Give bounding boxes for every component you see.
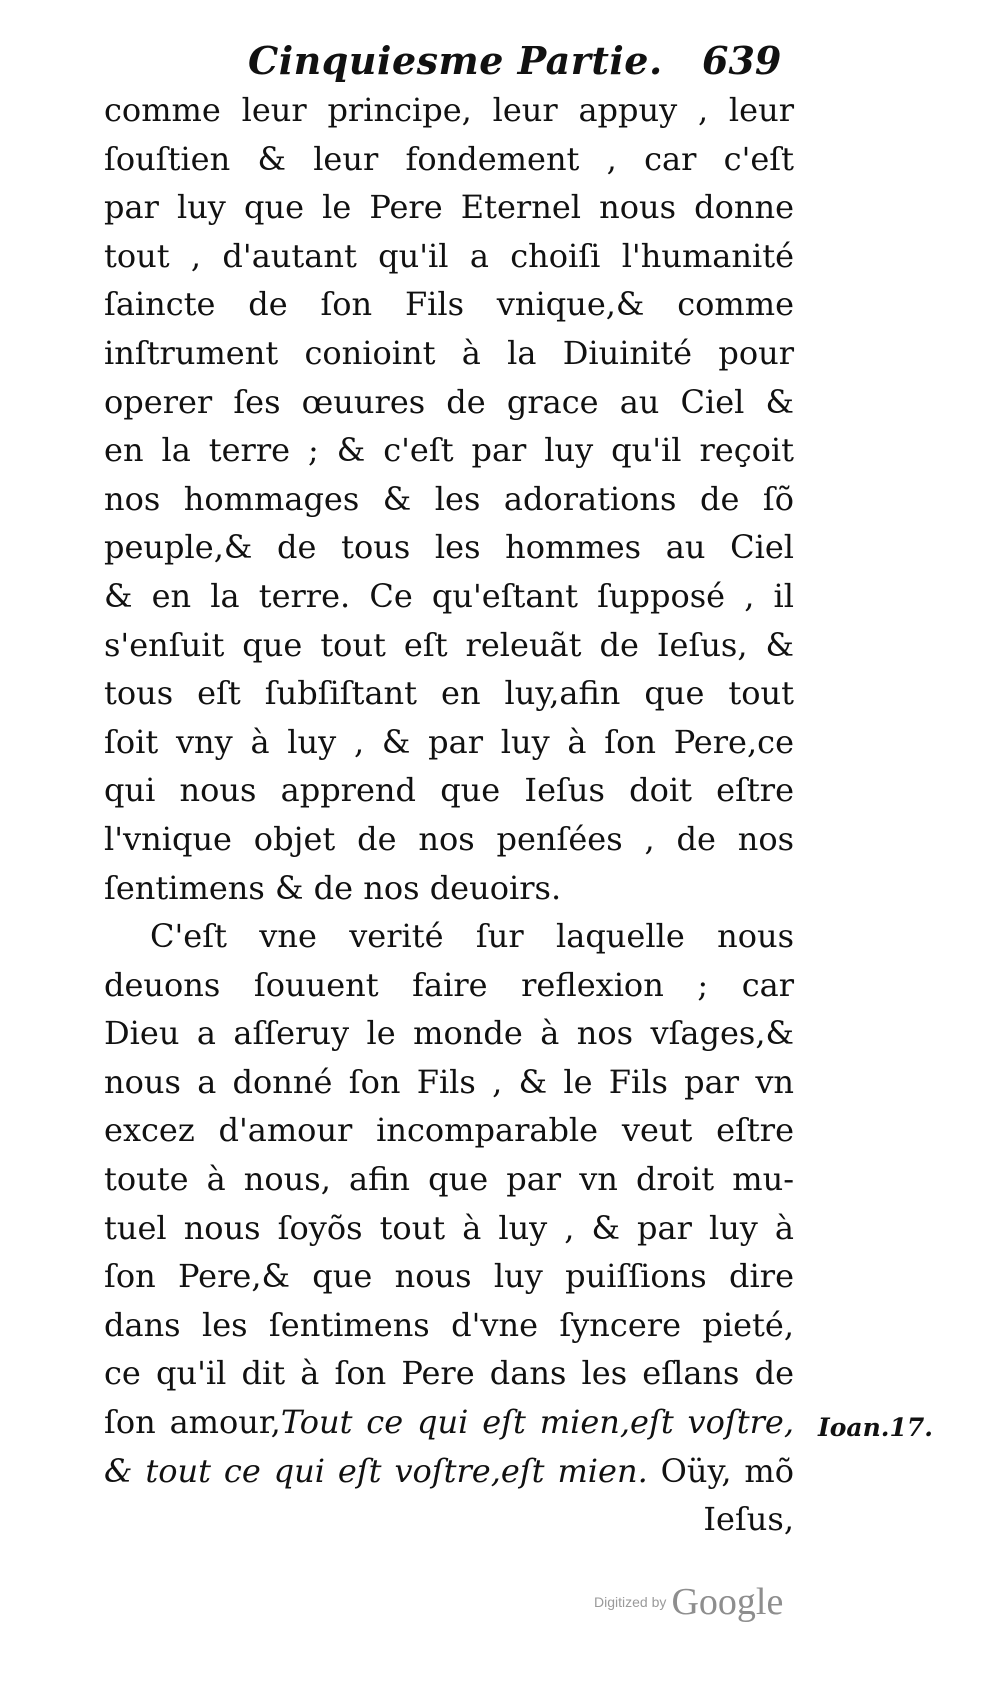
scripture-quote: & tout ce qui eſt voſtre,eſt mien. xyxy=(104,1451,648,1490)
text-line: tous eſt ſubſiſtant en luy,afin que tout xyxy=(104,674,794,713)
text-line: comme leur principe, leur appuy , leur xyxy=(104,91,794,129)
running-title: Cinquiesme Partie. xyxy=(248,38,663,83)
catchword: Ieſus, xyxy=(703,1500,794,1539)
text-line: ſouſtien & leur fondement , car c'eſt xyxy=(104,139,794,178)
text-line: qui nous apprend que Ieſus doit eſtre xyxy=(104,771,794,810)
text-line: ſaincte de ſon Fils vnique,& comme xyxy=(104,285,794,324)
text-line: toute à nous, afin que par vn droit mu- xyxy=(104,1160,794,1199)
scripture-quote: Tout ce qui eſt mien,eſt voſtre, xyxy=(280,1403,795,1442)
watermark-prefix: Digitized by xyxy=(594,1594,667,1610)
margin-reference: Ioan.17. xyxy=(818,1413,933,1442)
paragraph-1 xyxy=(104,86,794,912)
text-line: s'enſuit que tout eſt releuãt de Ieſus, & xyxy=(104,625,794,664)
text-line: ſoit vny à luy , & par luy à ſon Pere,ce xyxy=(104,722,794,761)
quote-intro: ſon amour, xyxy=(104,1403,281,1442)
quote-line xyxy=(104,1447,794,1496)
quote-line xyxy=(104,1398,794,1447)
text-line: Dieu a aſſeruy le monde à nos vſages,& xyxy=(104,1014,794,1053)
text-line: excez d'amour incomparable veut eſtre xyxy=(104,1111,794,1150)
text-line: nous a donné ſon Fils , & le Fils par vn xyxy=(104,1062,794,1101)
text-line: C'eſt vne verité ſur laquelle nous xyxy=(150,917,794,956)
text-line: nos hommages & les adorations de ſõ xyxy=(104,479,794,518)
text-line: l'vnique objet de nos penſées , de nos xyxy=(104,819,794,858)
text-line: en la terre ; & c'eſt par luy qu'il reçoit xyxy=(104,431,794,470)
text-line: peuple,& de tous les hommes au Ciel xyxy=(104,528,794,567)
quote-continuation: Oüy, mõ xyxy=(647,1451,794,1490)
watermark-brand: Google xyxy=(671,1581,784,1623)
text-line: inſtrument conioint à la Diuinité pour xyxy=(104,333,794,372)
digitization-watermark xyxy=(594,1580,783,1624)
page-number: 639 xyxy=(702,38,782,83)
text-line: tout , d'autant qu'il a choiſi l'humanité xyxy=(104,236,794,275)
paragraph-2 xyxy=(104,912,794,1544)
text-line: ſentimens & de nos deuoirs. xyxy=(104,868,562,907)
text-line: par luy que le Pere Eternel nous donne xyxy=(104,188,794,227)
text-line: & en la terre. Ce qu'eſtant ſupposé , il xyxy=(104,576,794,615)
text-line: dans les ſentimens d'vne ſyncere pieté, xyxy=(104,1305,794,1344)
text-line: ſon Pere,& que nous luy puiſſions dire xyxy=(104,1257,794,1296)
text-line: operer ſes œuures de grace au Ciel & xyxy=(104,382,794,421)
text-line: deuons ſouuent faire reflexion ; car xyxy=(104,965,794,1004)
body-text xyxy=(104,86,794,1544)
text-line: tuel nous ſoyõs tout à luy , & par luy à xyxy=(104,1208,794,1247)
text-line: ce qu'il dit à ſon Pere dans les eſlans de xyxy=(104,1354,794,1393)
